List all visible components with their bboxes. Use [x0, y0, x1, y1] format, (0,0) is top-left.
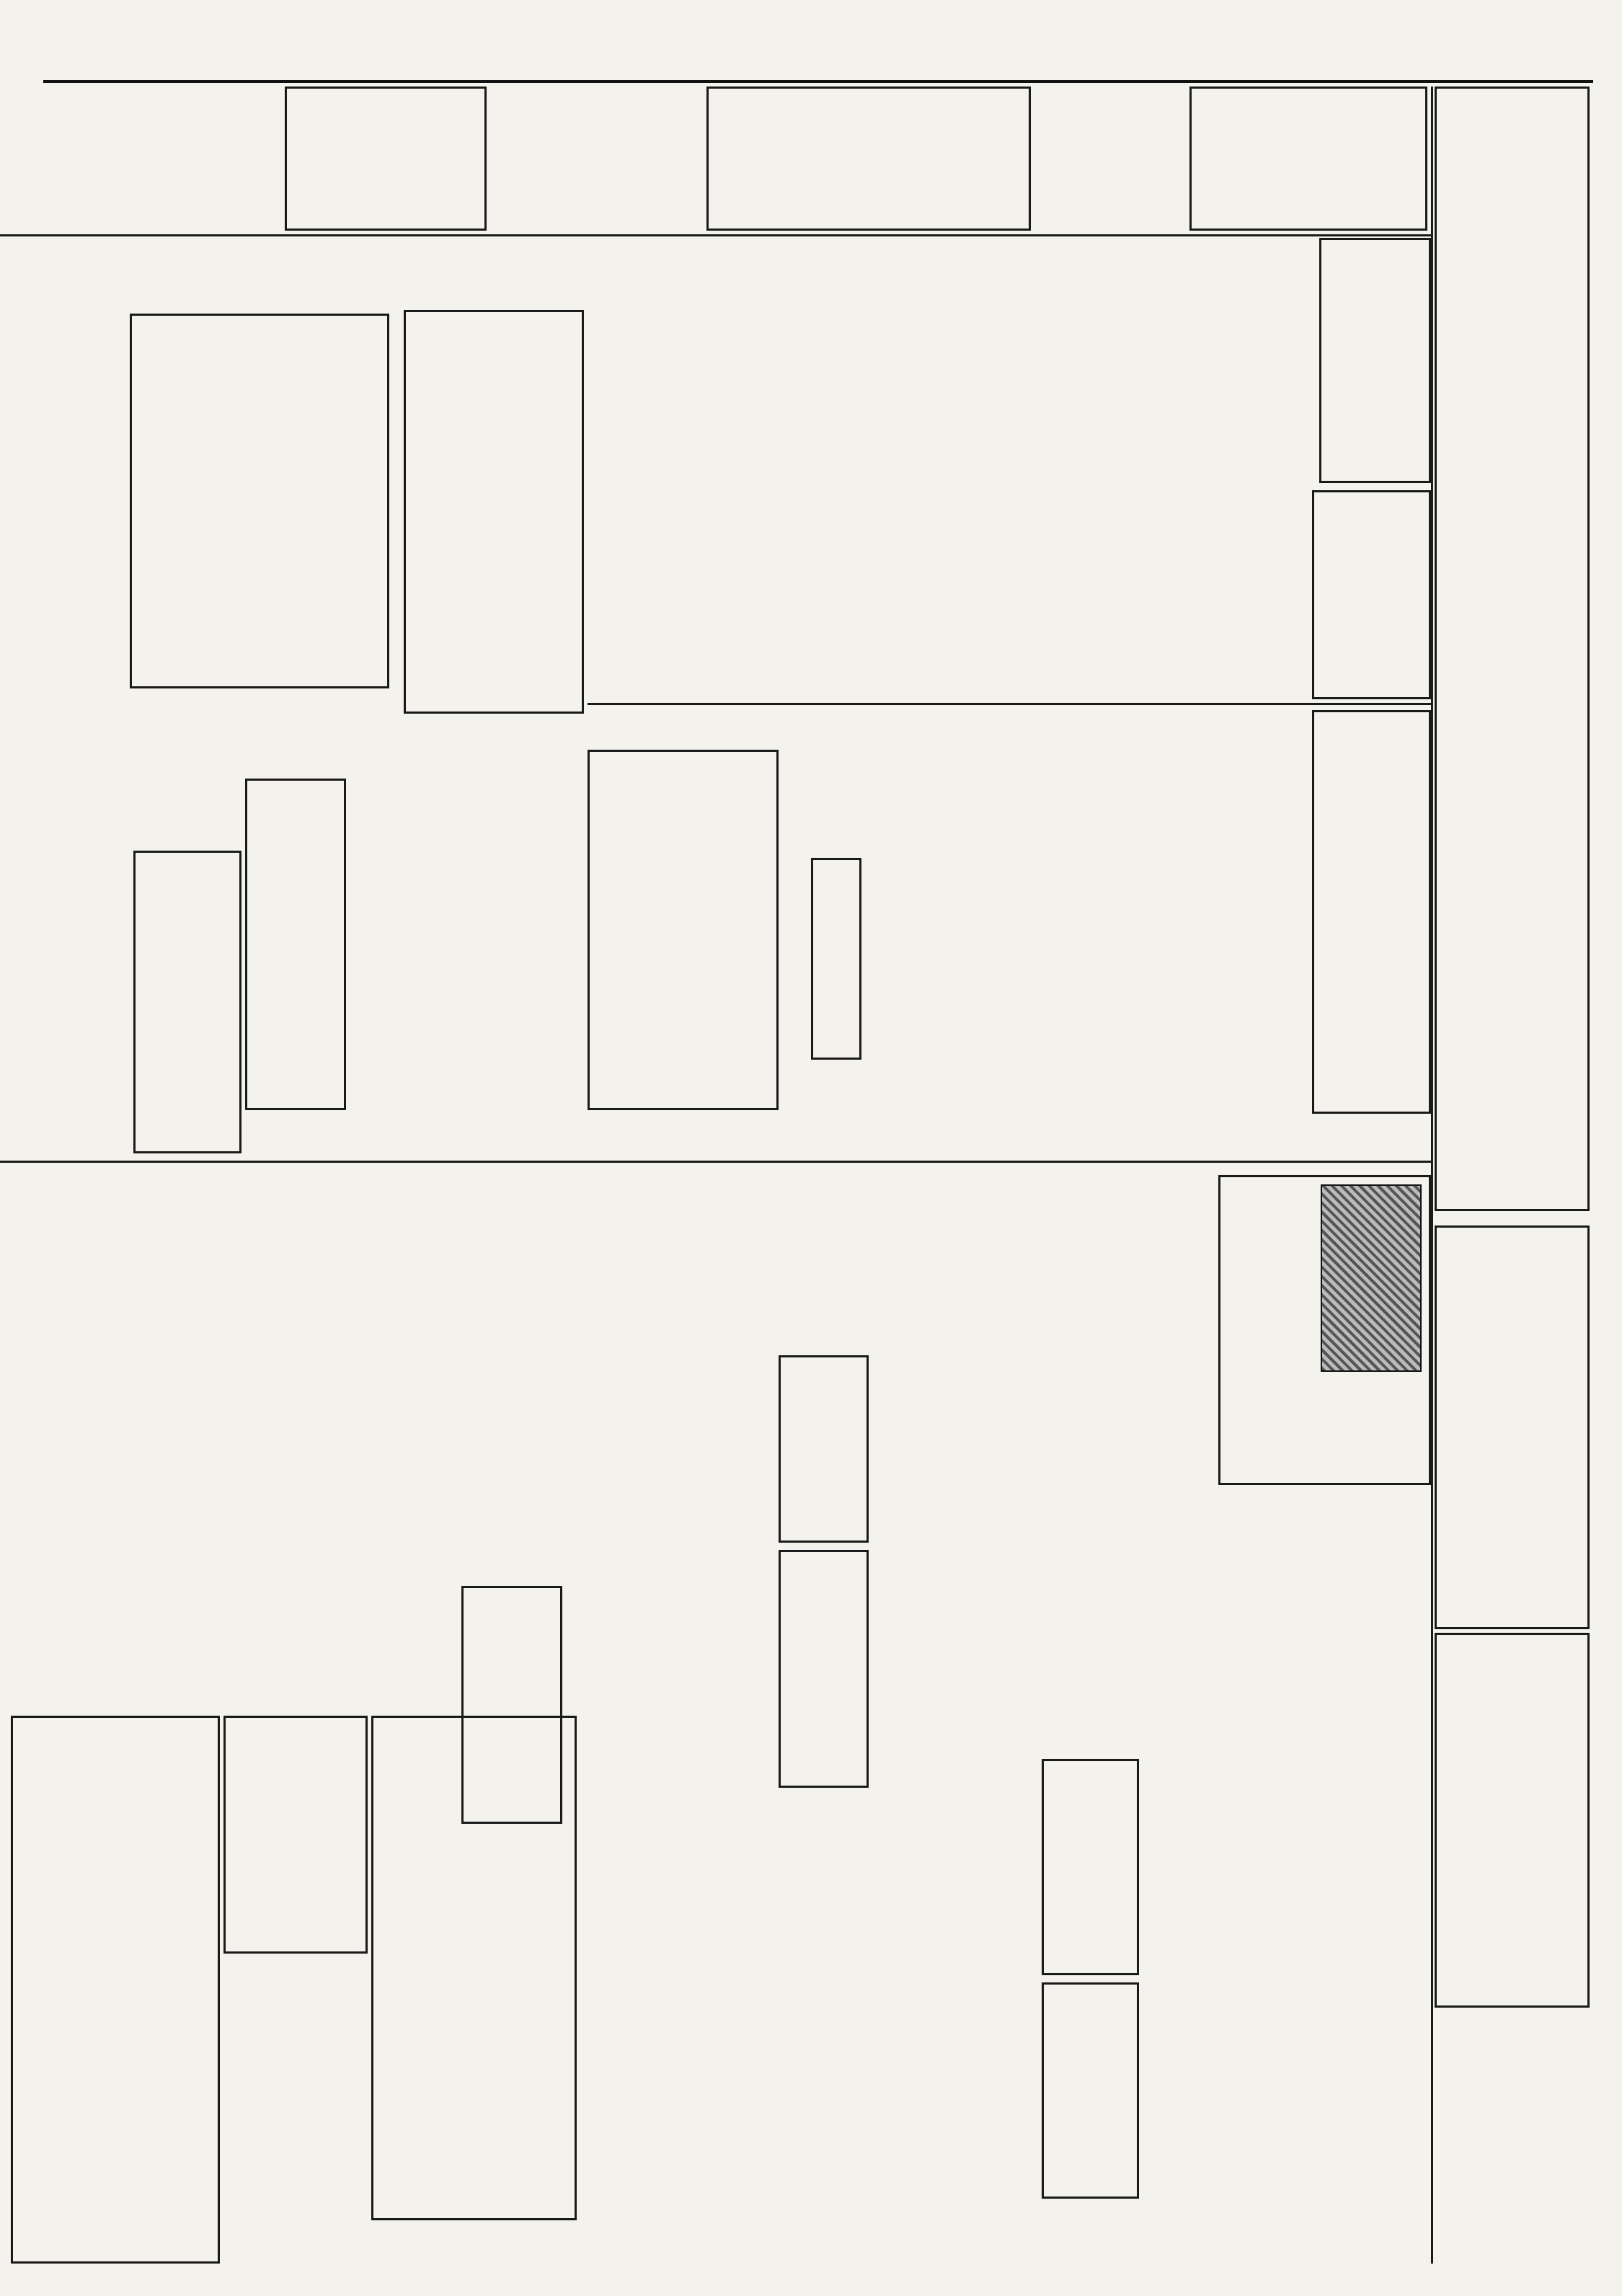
road-news	[1312, 710, 1431, 1114]
top-ads-rule	[0, 234, 1431, 236]
cheap-house-body	[251, 792, 294, 1102]
rain-body-2	[872, 1745, 1038, 2249]
spring-body	[11, 1182, 281, 1586]
xinshu-ad	[1435, 1633, 1590, 2008]
yanxi-body	[750, 1081, 818, 1269]
market-news	[1312, 490, 1431, 699]
memorial-sub	[1110, 721, 1139, 937]
cheap-house2-ad	[223, 1716, 368, 1954]
battery-body-cont	[353, 779, 584, 1110]
bans-headline	[1114, 249, 1207, 479]
xinhua-body	[597, 759, 727, 1105]
opium-news	[811, 858, 861, 1060]
battery-body	[274, 317, 342, 750]
bank-ad	[11, 1716, 220, 2264]
middle-rule	[0, 1161, 1431, 1163]
wangguo-body	[980, 1175, 1215, 1485]
ghost-article	[779, 1355, 869, 1543]
masthead	[43, 40, 1593, 83]
xinhua-notice	[588, 750, 779, 1110]
lu-body-cont	[11, 692, 130, 1153]
bans-sub	[1085, 249, 1112, 393]
memorial-headline	[1143, 721, 1193, 1009]
jiuling-sub	[872, 1182, 901, 1370]
bans-body	[962, 238, 1081, 483]
jieyan-side	[11, 314, 126, 688]
zhao-side-text	[584, 1918, 869, 2264]
market-body	[980, 490, 1308, 699]
spring-title	[285, 1182, 378, 1384]
jieyan-body	[139, 330, 218, 676]
bookstore-ad	[1435, 1225, 1590, 1629]
tongren-body	[1435, 836, 1586, 1031]
upper-rule	[588, 703, 1431, 705]
rain-box	[1042, 1759, 1139, 1975]
cheap-house2-cont	[223, 1961, 368, 2264]
memorial-body	[865, 710, 1107, 1114]
cheap-house2-body	[229, 1732, 309, 1941]
changsha-body	[490, 90, 703, 231]
jiangzong-body	[1038, 90, 1186, 231]
ghost-sub	[750, 1355, 776, 1528]
he-body	[1211, 238, 1316, 483]
spring-body-cont	[382, 1182, 746, 1586]
jiuling-body	[872, 1377, 977, 1737]
wangguo-article	[1218, 1175, 1431, 1485]
yanxi-headline	[822, 1081, 865, 1269]
cheap-house-ad	[245, 779, 346, 1110]
wangguo-image	[1321, 1184, 1422, 1372]
changsha-travel-ad	[706, 87, 1031, 231]
market-body-cont	[588, 490, 977, 699]
tongren-signers	[1438, 1038, 1582, 1204]
he-notice	[1319, 238, 1431, 483]
opium-body	[782, 858, 810, 1045]
road-body	[1197, 710, 1308, 1114]
rain-body	[1146, 1492, 1431, 1982]
lu-statement	[133, 851, 241, 1153]
xiaoxue-ad	[285, 87, 487, 231]
jiuling-headline	[905, 1182, 948, 1370]
bans-body-cont	[588, 238, 959, 483]
zhao-lawyer-ad	[371, 1716, 577, 2220]
xiaoxue-body	[0, 90, 281, 231]
lu-body	[139, 864, 190, 1145]
yaoan-box	[1042, 1982, 1139, 2199]
yaoan-body	[1146, 1990, 1431, 2264]
battery-ad	[346, 317, 476, 764]
lower-body-1	[570, 1550, 775, 1910]
right-col-divider	[1431, 87, 1433, 2264]
yilan-box	[779, 1550, 869, 1788]
jiangzong-ad	[1189, 87, 1427, 231]
